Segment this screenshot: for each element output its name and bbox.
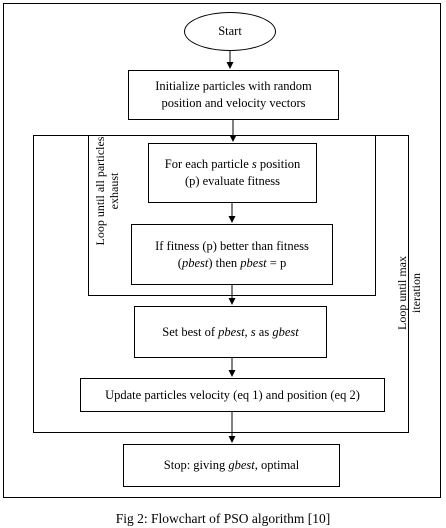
compare-line-2: (pbest) then pbest = p — [177, 255, 287, 270]
set-gbest-node — [134, 306, 327, 358]
initialize-node — [128, 70, 339, 120]
start-label: Start — [218, 24, 242, 38]
compare-line-1: If fitness (p) better than fitness — [155, 238, 309, 253]
update-node — [80, 378, 385, 412]
initialize-line-2: position and velocity vectors — [161, 96, 306, 110]
compare-pbest-node — [131, 224, 333, 285]
evaluate-line-1: For each particle s position — [164, 157, 301, 171]
start-node — [184, 12, 276, 51]
update-label: Update particles velocity (eq 1) and position (eq 2) — [105, 387, 360, 402]
inner-loop-label: Loop until all particles exhaust — [93, 136, 121, 246]
stop-label: Stop: giving gbest, optimal — [163, 458, 300, 472]
stop-node — [123, 444, 340, 487]
evaluate-fitness-node — [148, 143, 317, 203]
evaluate-line-2: (p) evaluate fitness — [184, 174, 281, 188]
initialize-line-1: Initialize particles with random — [155, 79, 312, 93]
outer-loop-label: Loop until max iteration — [395, 256, 423, 330]
figure-caption: Fig 2: Flowchart of PSO algorithm [10] — [115, 511, 331, 526]
set-gbest-label: Set best of pbest, s as gbest — [162, 324, 299, 339]
